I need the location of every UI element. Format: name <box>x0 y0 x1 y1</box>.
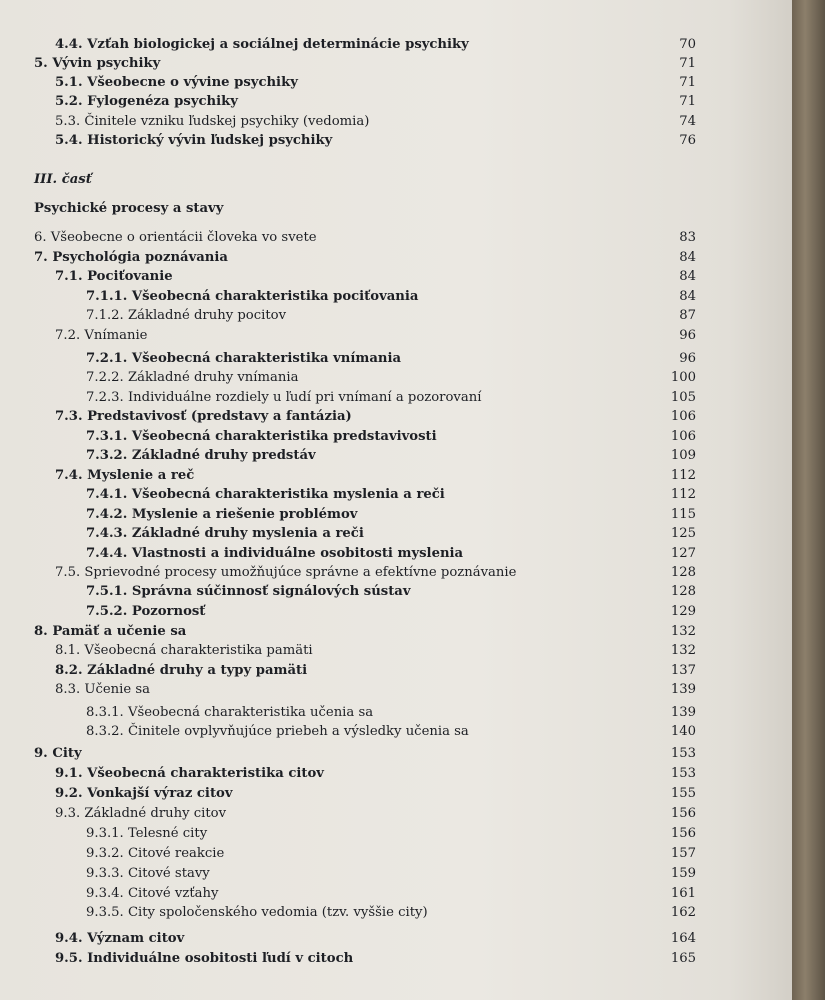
toc-entry-page: 132 <box>670 643 696 658</box>
toc-entry <box>0 429 792 449</box>
toc-entry-label: 9.3.3. Citové stavy <box>86 866 210 881</box>
toc-entry-label: 7.4.2. Myslenie a riešenie problémov <box>86 507 358 522</box>
toc-entry <box>0 75 792 95</box>
toc-entry <box>0 409 792 429</box>
toc-entry-label: 7.2.1. Všeobecná charakteristika vnímania <box>86 351 402 366</box>
toc-entry-page: 139 <box>670 705 696 720</box>
toc-entry-page: 71 <box>679 56 696 71</box>
toc-entry <box>0 546 792 566</box>
toc-entry <box>0 468 792 488</box>
toc-entry-page: 106 <box>670 429 696 444</box>
toc-entry <box>0 746 792 766</box>
toc-entry <box>0 370 792 390</box>
toc-entry-page: 155 <box>670 786 696 801</box>
toc-entry-label: 7.2.3. Individuálne rozdiely u ľudí pri vnímaní a pozorovaní <box>86 390 482 405</box>
toc-entry-label: 5.2. Fylogenéza psychiky <box>55 94 238 109</box>
toc-entry-page: 164 <box>670 931 696 946</box>
toc-entry-page: 84 <box>679 289 696 304</box>
toc-entry-label: 9.1. Všeobecná charakteristika citov <box>55 766 324 781</box>
toc-entry-page: 156 <box>670 806 696 821</box>
toc-entry-page: 140 <box>670 724 696 739</box>
toc-entry <box>0 507 792 527</box>
toc-entry-page: 161 <box>670 886 696 901</box>
toc-entry-page: 74 <box>679 114 696 129</box>
toc-entry-page: 128 <box>670 565 696 580</box>
toc-entry-label: 7. Psychológia poznávania <box>34 250 228 265</box>
toc-entry-page: 112 <box>670 468 696 483</box>
toc-entry-label: 8. Pamäť a učenie sa <box>34 624 187 639</box>
toc-entry-page: 96 <box>679 328 696 343</box>
toc-entry-label: 8.3.2. Činitele ovplyvňujúce priebeh a výsledky učenia sa <box>86 724 469 739</box>
part-heading-text: III. časť <box>34 172 92 187</box>
toc-entry <box>0 724 792 744</box>
part-title-text: Psychické procesy a stavy <box>34 201 224 216</box>
toc-entry-label: 5.3. Činitele vzniku ľudskej psychiky (vedomia) <box>55 114 370 129</box>
toc-entry-page: 127 <box>670 546 696 561</box>
toc-entry-page: 70 <box>679 37 696 52</box>
toc-entry-page: 84 <box>679 269 696 284</box>
part-heading <box>0 172 792 192</box>
toc-entry <box>0 133 792 153</box>
toc-entry-page: 100 <box>670 370 696 385</box>
toc-entry-page: 83 <box>679 230 696 245</box>
toc-entry-page: 112 <box>670 487 696 502</box>
toc-entry-label: 7.1.2. Základné druhy pocitov <box>86 308 287 323</box>
toc-entry-page: 137 <box>670 663 696 678</box>
toc-entry-page: 109 <box>670 448 696 463</box>
toc-entry <box>0 448 792 468</box>
toc-entry-label: 7.3.1. Všeobecná charakteristika predstavivosti <box>86 429 437 444</box>
toc-entry-page: 96 <box>679 351 696 366</box>
toc-entry <box>0 682 792 702</box>
toc-entry-label: 9.3. Základné druhy citov <box>55 806 227 821</box>
toc-entry-label: 7.5.2. Pozornosť <box>86 604 206 619</box>
toc-entry-label: 7.3. Predstavivosť (predstavy a fantázia) <box>55 409 352 424</box>
toc-entry <box>0 705 792 725</box>
toc-entry-label: 8.3.1. Všeobecná charakteristika učenia sa <box>86 705 374 720</box>
toc-entry-label: 9.2. Vonkajší výraz citov <box>55 786 233 801</box>
toc-entry-label: 7.4.4. Vlastnosti a individuálne osobitosti myslenia <box>86 546 464 561</box>
toc-entry-page: 139 <box>670 682 696 697</box>
toc-entry-label: 5. Vývin psychiky <box>34 56 161 71</box>
toc-entry <box>0 390 792 410</box>
toc-entry-label: 8.1. Všeobecná charakteristika pamäti <box>55 643 313 658</box>
toc-entry <box>0 826 792 846</box>
toc-entry-label: 7.4.1. Všeobecná charakteristika myslenia a reči <box>86 487 445 502</box>
toc-entry <box>0 624 792 644</box>
toc-entry <box>0 94 792 114</box>
toc-entry <box>0 308 792 328</box>
toc-entry <box>0 526 792 546</box>
toc-entry-label: 7.5. Sprievodné procesy umožňujúce správne a efektívne poznávanie <box>55 565 517 580</box>
toc-entry <box>0 487 792 507</box>
toc-entry-label: 7.1. Pociťovanie <box>55 269 173 284</box>
toc-entry <box>0 866 792 886</box>
toc-entry <box>0 250 792 270</box>
toc-entry <box>0 565 792 585</box>
toc-entry-page: 129 <box>670 604 696 619</box>
toc-entry <box>0 806 792 826</box>
toc-entry-label: 9.3.1. Telesné city <box>86 826 208 841</box>
toc-entry-page: 84 <box>679 250 696 265</box>
toc-entry-page: 156 <box>670 826 696 841</box>
toc-entry-label: 9.3.2. Citové reakcie <box>86 846 225 861</box>
toc-entry-page: 153 <box>670 766 696 781</box>
page-edge-shadow <box>792 0 825 1000</box>
toc-entry-label: 7.1.1. Všeobecná charakteristika pociťovania <box>86 289 419 304</box>
toc-entry-label: 9.3.5. City spoločenského vedomia (tzv. vyššie city) <box>86 905 428 920</box>
toc-entry <box>0 37 792 57</box>
toc-entry-page: 132 <box>670 624 696 639</box>
toc-entry-page: 87 <box>679 308 696 323</box>
toc-entry-label: 7.2.2. Základné druhy vnímania <box>86 370 299 385</box>
toc-entry-page: 157 <box>670 846 696 861</box>
toc-entry <box>0 951 792 971</box>
toc-entry-label: 9. City <box>34 746 82 761</box>
toc-entry-page: 106 <box>670 409 696 424</box>
toc-entry <box>0 846 792 866</box>
toc-entry-page: 153 <box>670 746 696 761</box>
toc-entry-page: 71 <box>679 94 696 109</box>
toc-entry-label: 7.4. Myslenie a reč <box>55 468 195 483</box>
toc-entry <box>0 328 792 348</box>
toc-entry <box>0 766 792 786</box>
toc-entry-label: 7.2. Vnímanie <box>55 328 148 343</box>
toc-entry <box>0 584 792 604</box>
toc-entry-label: 9.5. Individuálne osobitosti ľudí v citoch <box>55 951 354 966</box>
toc-entry-page: 125 <box>670 526 696 541</box>
toc-entry <box>0 931 792 951</box>
toc-entry <box>0 269 792 289</box>
toc-entry-label: 5.1. Všeobecne o vývine psychiky <box>55 75 298 90</box>
toc-entry-page: 165 <box>670 951 696 966</box>
toc-entry <box>0 905 792 925</box>
toc-entry-label: 8.2. Základné druhy a typy pamäti <box>55 663 308 678</box>
toc-entry <box>0 886 792 906</box>
toc-entry-page: 128 <box>670 584 696 599</box>
toc-entry <box>0 643 792 663</box>
toc-entry <box>0 351 792 371</box>
toc-entry-label: 8.3. Učenie sa <box>55 682 150 697</box>
toc-entry-page: 115 <box>670 507 696 522</box>
toc-entry <box>0 663 792 683</box>
toc-entry-label: 4.4. Vzťah biologickej a sociálnej determinácie psychiky <box>55 37 469 52</box>
part-title <box>0 201 792 221</box>
toc-entry <box>0 114 792 134</box>
toc-entry-label: 9.4. Význam citov <box>55 931 185 946</box>
toc-entry <box>0 56 792 76</box>
toc-entry-label: 7.5.1. Správna súčinnosť signálových sústav <box>86 584 411 599</box>
toc-entry-label: 7.4.3. Základné druhy myslenia a reči <box>86 526 364 541</box>
toc-entry <box>0 786 792 806</box>
toc-entry-page: 162 <box>670 905 696 920</box>
toc-entry-page: 76 <box>679 133 696 148</box>
toc-entry-label: 5.4. Historický vývin ľudskej psychiky <box>55 133 333 148</box>
toc-entry-label: 6. Všeobecne o orientácii človeka vo svete <box>34 230 317 245</box>
toc-entry-label: 7.3.2. Základné druhy predstáv <box>86 448 316 463</box>
toc-entry-page: 159 <box>670 866 696 881</box>
toc-entry <box>0 289 792 309</box>
toc-entry <box>0 604 792 624</box>
toc-entry-page: 105 <box>670 390 696 405</box>
toc-entry <box>0 230 792 250</box>
toc-entry-page: 71 <box>679 75 696 90</box>
toc-entry-label: 9.3.4. Citové vzťahy <box>86 886 219 901</box>
